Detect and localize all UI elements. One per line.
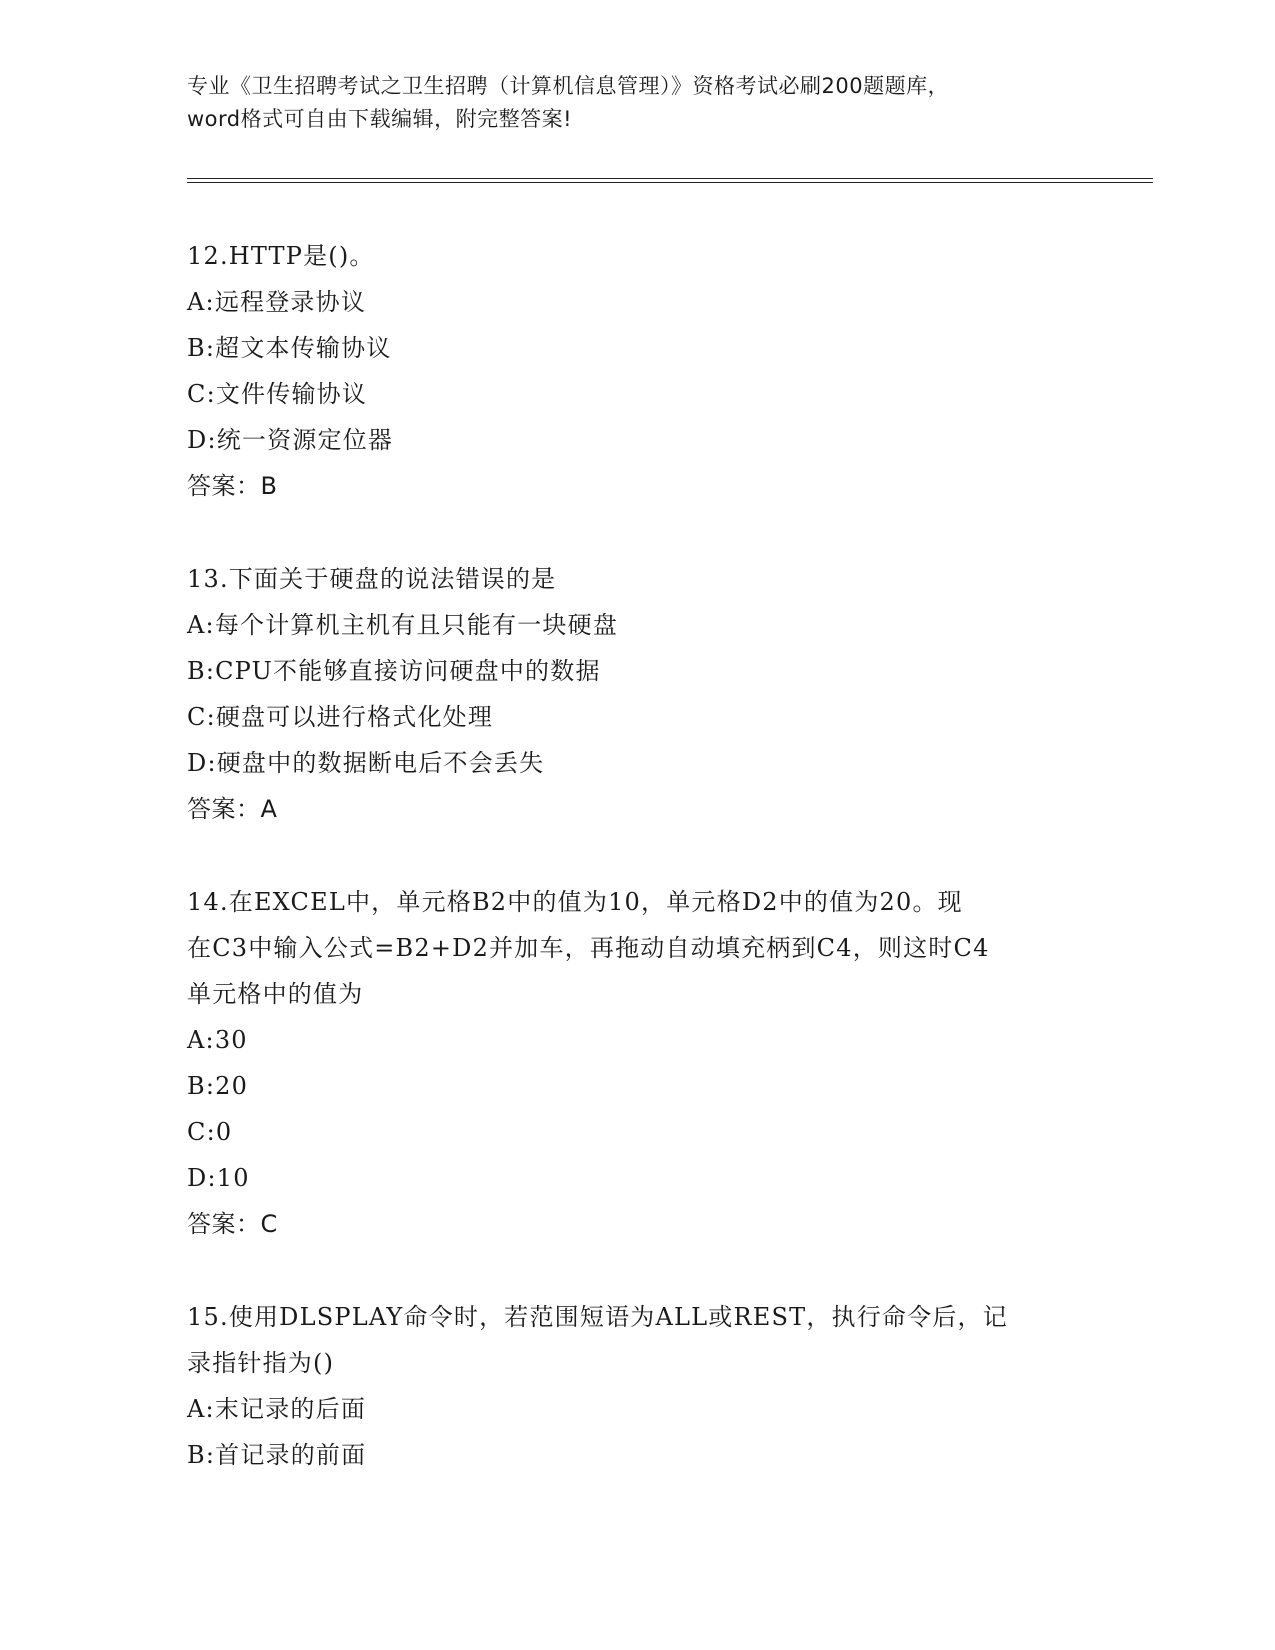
question-14	[187, 879, 1087, 1247]
option-b: B:CPU不能够直接访问硬盘中的数据	[187, 657, 601, 685]
question-stem-line-2: 在C3中输入公式=B2+D2并加车，再拖动自动填充柄到C4，则这时C4	[187, 934, 990, 962]
option-d: D:硬盘中的数据断电后不会丢失	[187, 749, 545, 777]
answer-label: 答案：A	[187, 795, 278, 823]
question-stem-line-2: 录指针指为()	[187, 1349, 335, 1377]
option-d: D:10	[187, 1164, 250, 1192]
option-b: B:20	[187, 1072, 249, 1100]
option-c: C:硬盘可以进行格式化处理	[187, 703, 494, 731]
question-stem-line-3: 单元格中的值为	[187, 980, 364, 1008]
document-header	[187, 70, 1087, 136]
question-stem: 12.HTTP是()。	[187, 242, 375, 270]
question-stem-line-1: 15.使用DLSPLAY命令时，若范围短语为ALL或REST，执行命令后，记	[187, 1303, 1008, 1331]
option-a: A:远程登录协议	[187, 288, 367, 316]
question-stem: 13.下面关于硬盘的说法错误的是	[187, 565, 557, 593]
question-list	[187, 233, 1087, 1525]
option-c: C:0	[187, 1118, 233, 1146]
question-12	[187, 233, 1087, 509]
answer-label: 答案：C	[187, 1210, 278, 1238]
option-c: C:文件传输协议	[187, 380, 368, 408]
option-a: A:末记录的后面	[187, 1395, 367, 1423]
question-13	[187, 556, 1087, 832]
option-a: A:每个计算机主机有且只能有一块硬盘	[187, 611, 619, 639]
answer-label: 答案：B	[187, 472, 278, 500]
header-title-line-1: 专业《卫生招聘考试之卫生招聘（计算机信息管理）》资格考试必刷200题题库，	[187, 74, 950, 98]
header-divider-bottom	[187, 182, 1153, 183]
option-b: B:超文本传输协议	[187, 334, 392, 362]
question-15	[187, 1294, 1087, 1478]
header-title-line-2: word格式可自由下载编辑，附完整答案!	[187, 107, 573, 131]
option-d: D:统一资源定位器	[187, 426, 394, 454]
option-b: B:首记录的前面	[187, 1441, 367, 1469]
question-stem-line-1: 14.在EXCEL中，单元格B2中的值为10，单元格D2中的值为20。现	[187, 888, 963, 916]
option-a: A:30	[187, 1026, 248, 1054]
header-divider-top	[187, 178, 1153, 179]
